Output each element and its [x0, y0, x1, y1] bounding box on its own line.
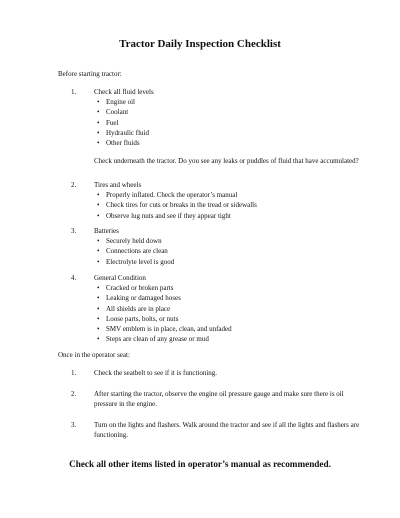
list-item: • Engine oil: [106, 97, 360, 107]
list-item: • Coolant: [106, 107, 360, 117]
item-list: [94, 283, 360, 344]
list-item: • Electrolyte level is good: [106, 257, 360, 267]
list-item: • SMV emblem is in place, clean, and unfaded: [106, 324, 360, 334]
step-number: 3.: [71, 421, 77, 429]
page-title: Tractor Daily Inspection Checklist: [119, 38, 281, 50]
section-number: 1.: [71, 88, 77, 96]
list-item: • Securely held down: [106, 236, 360, 246]
operator-step: [58, 368, 360, 378]
step-text: Check the seatbelt to see if it is functioning.: [94, 369, 218, 377]
footer-note: Check all other items listed in operator’s manual as recommended.: [69, 459, 331, 469]
operator-step: [58, 389, 360, 409]
section-general-condition: [58, 273, 360, 344]
section-note: Check underneath the tractor. Do you see any leaks or puddles of fluid that have accumulated?: [94, 157, 359, 166]
section-tires: [58, 180, 360, 221]
item-list: [94, 190, 360, 221]
step-number: 1.: [71, 369, 77, 377]
section-heading: Check all fluid levels: [94, 88, 154, 96]
list-item: • Properly inflated. Check the operator’s manual: [106, 190, 360, 200]
section-fluids: [58, 87, 360, 166]
list-item: • Connections are clean: [106, 246, 360, 256]
list-item: • Cracked or broken parts: [106, 283, 360, 293]
before-heading: Before starting tractor:: [58, 70, 122, 78]
list-item: • Leaking or damaged hoses: [106, 293, 360, 303]
list-item: • Hydraulic fluid: [106, 128, 360, 138]
item-list: [94, 97, 360, 148]
step-text: Turn on the lights and flashers. Walk around the tractor and see if all the lights and flashers are functioning.: [94, 421, 360, 440]
list-item: • Loose parts, bolts, or nuts: [106, 314, 360, 324]
operator-heading: Once in the operator seat:: [58, 351, 130, 359]
section-number: 4.: [71, 274, 77, 282]
step-number: 2.: [71, 390, 77, 398]
section-number: 2.: [71, 181, 77, 189]
list-item: • Check tires for cuts or breaks in the tread or sidewalls: [106, 200, 360, 210]
list-item: • Steps are clean of any grease or mud: [106, 334, 360, 344]
item-list: [94, 236, 360, 267]
section-heading: Tires and wheels: [94, 181, 142, 189]
section-heading: Batteries: [94, 227, 119, 235]
list-item: • Fuel: [106, 118, 360, 128]
section-number: 3.: [71, 227, 77, 235]
section-batteries: [58, 226, 360, 267]
section-heading: General Condition: [94, 274, 146, 282]
list-item: • All shields are in place: [106, 304, 360, 314]
step-text: After starting the tractor, observe the engine oil pressure gauge and make sure there is oil pressure in the engine.: [94, 390, 344, 409]
list-item: • Other fluids: [106, 138, 360, 148]
list-item: • Observe lug nuts and see if they appear tight: [106, 211, 360, 221]
operator-step: [58, 420, 360, 440]
